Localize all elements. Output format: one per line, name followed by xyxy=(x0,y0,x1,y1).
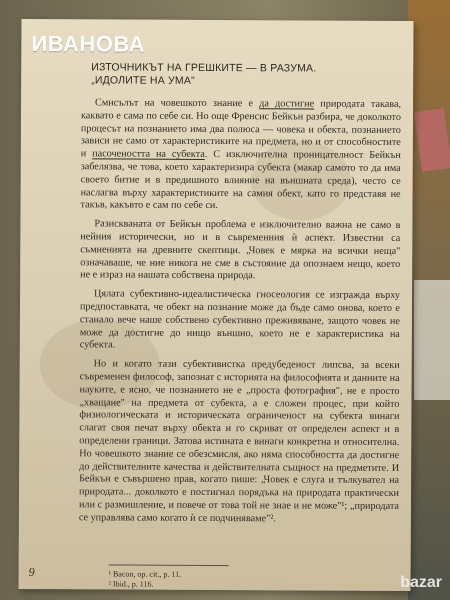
book-page xyxy=(19,19,414,591)
paragraph-2: Разискваната от Бейкън проблема е изключително важна не само в нейния исторически, но и в съвременния ѝ аспект. Известни са съмненията на древните скептици. „Човек е мярка на всички неща" означаваше, че ние никога не сме в състояние да опознаем нещо, което не е израз на нашата собствена природа. xyxy=(80,218,401,282)
page-number: 9 xyxy=(28,565,35,580)
p1-part-2: природата такава, каквато е сама по себе си. Но още Френсис Бейкън разбира, че доколкото процесът на познанието има два полюса — човека и обекта, познанието зависи не само от характеристиките на предмета, но и от способностите и xyxy=(80,98,402,160)
adjacent-items-strip xyxy=(408,0,450,600)
page-body xyxy=(79,97,401,532)
paragraph-1 xyxy=(80,97,401,214)
footnote-2: ² Ibid., p. 116. xyxy=(108,579,154,589)
heading-line-1: ИЗТОЧНИКЪТ НА ГРЕШКИТЕ — В РАЗУМА. xyxy=(91,61,317,75)
p1-part-1: Смисълът на човешкото знание е xyxy=(95,97,260,110)
footnote-divider xyxy=(109,564,229,566)
p1-underlined-2: пасочеността на субекта xyxy=(92,148,205,161)
white-label-sticker xyxy=(414,280,450,400)
brand-watermark: bazar xyxy=(400,574,442,591)
section-heading xyxy=(91,61,391,89)
pink-paper-corner xyxy=(414,108,450,172)
footnotes xyxy=(109,569,359,590)
heading-line-2: „ИДОЛИТЕ НА УМА" xyxy=(91,74,196,87)
p1-part-3: . С изключителна проницателност Бейкън забелязва, че това, което характеризира субекта (макар самото то да има своето битие и в предишното влияние на външната среда), често се наслагва върху характеристиките на самия обект, като го представя не такъв, какъвто е сам по себе си. xyxy=(80,149,401,212)
footnote-1: ¹ Bacon, op. cit., p. 11. xyxy=(108,569,182,579)
seller-watermark: ИВАНОВА xyxy=(31,31,146,57)
p1-underlined-1: да достигне xyxy=(259,98,315,110)
paragraph-4: Но и когато тази субективистка предубеденост липсва, за всеки съвременен философ, запознат с историята на философията и данните на науките, е ясно, че познанието не е „проста фотография", не е просто „хващане" на предмета от субекта, а е сложен процес, при който физиологическата и историческата ограниченост на субекта винаги слагат своя печат върху обекта и го скриват от определен аспект и в определени граници. Затова истината е винаги конкретна и относителна. Но човешкото знание се обезсмисля, ако няма способността да достигне до действителните качества и действителната същност на предметите. И Бейкън е съвършено прав, когато пише: „Човек е слуга и тълкувател на природата... доколкото е постигнал порядъка на природата практически или с размишление, и повече от това той не знае и не може"¹; „природата се управлява само когато ѝ се подчиняваме"². xyxy=(78,358,400,525)
paragraph-3: Цялата субективно-идеалистическа гносеология се изгражда върху предпоставката, че обект на познание може да бъде само онова, което е станало вече наше собствено субективно преживяване, защото човек не може да достигне до нищо външно, което не е характеристика на субекта. xyxy=(79,288,401,351)
